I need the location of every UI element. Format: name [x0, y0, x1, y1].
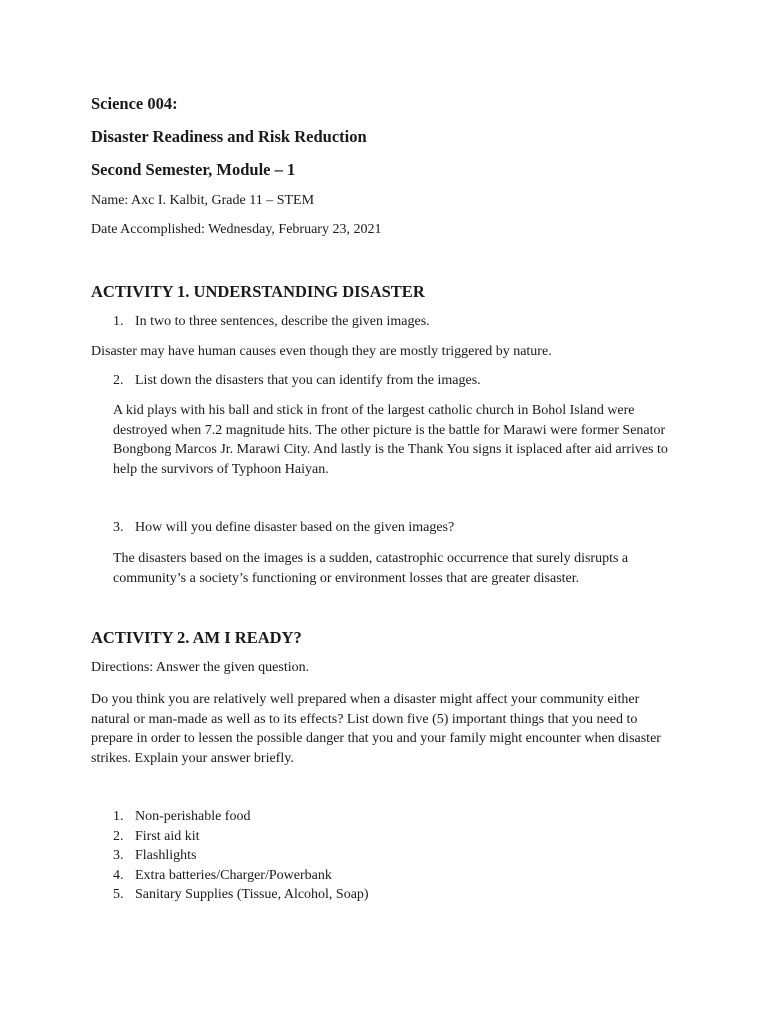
item-number: 1. [113, 809, 124, 824]
item-number: 5. [113, 887, 124, 902]
question-text: In two to three sentences, describe the given images. [135, 314, 430, 329]
question-number: 1. [113, 314, 124, 329]
item-number: 2. [113, 828, 124, 844]
subject-heading: Disaster Readiness and Risk Reduction [91, 127, 367, 146]
activity1-answer-3: The disasters based on the images is a sudden, catastrophic occurrence that surely disrupts a community’s a society’s functioning or environment losses that are greater disaster. [113, 551, 629, 586]
activity2-directions: Directions: Answer the given question. [91, 660, 310, 675]
item-number: 4. [113, 867, 124, 883]
question-number: 2. [113, 373, 124, 388]
activity1-answer-2: A kid plays with his ball and stick in front of the largest catholic church in Bohol Island were destroyed when 7.2 magnitude hits. The other picture is the battle for Marawi were former Senator Bongbong Marcos Jr. Marawi City. And lastly is the Thank You signs it isplaced after aid arrives to help the survivors of Typhoon Haiyan. [113, 403, 668, 478]
question-number: 3. [113, 520, 124, 535]
date-accomplished: Date Accomplished: Wednesday, February 23, 2021 [91, 222, 382, 237]
item-text: Non-perishable food [135, 809, 251, 824]
activity1-title: ACTIVITY 1. UNDERSTANDING DISASTER [91, 282, 425, 301]
course-heading: Science 004: [91, 94, 178, 113]
semester-heading: Second Semester, Module – 1 [91, 160, 296, 179]
item-text: Flashlights [135, 848, 197, 863]
activity2-question: Do you think you are relatively well prepared when a disaster might affect your community either natural or man-made as well as to its effects? List down five (5) important things that you need to prepare in order to lessen the possible danger that you and your family might encounter when disaster strikes. Explain your answer briefly. [91, 692, 661, 767]
student-name: Name: Axc I. Kalbit, Grade 11 – STEM [91, 193, 315, 208]
item-text: Sanitary Supplies (Tissue, Alcohol, Soap) [135, 887, 369, 902]
item-text: First aid kit [135, 828, 200, 844]
item-number: 3. [113, 848, 124, 863]
item-text: Extra batteries/Charger/Powerbank [135, 867, 332, 883]
question-text: How will you define disaster based on the given images? [135, 520, 455, 535]
activity2-title: ACTIVITY 2. AM I READY? [91, 628, 302, 647]
question-text: List down the disasters that you can identify from the images. [135, 373, 481, 388]
activity1-answer-1: Disaster may have human causes even though they are mostly triggered by nature. [91, 344, 552, 359]
